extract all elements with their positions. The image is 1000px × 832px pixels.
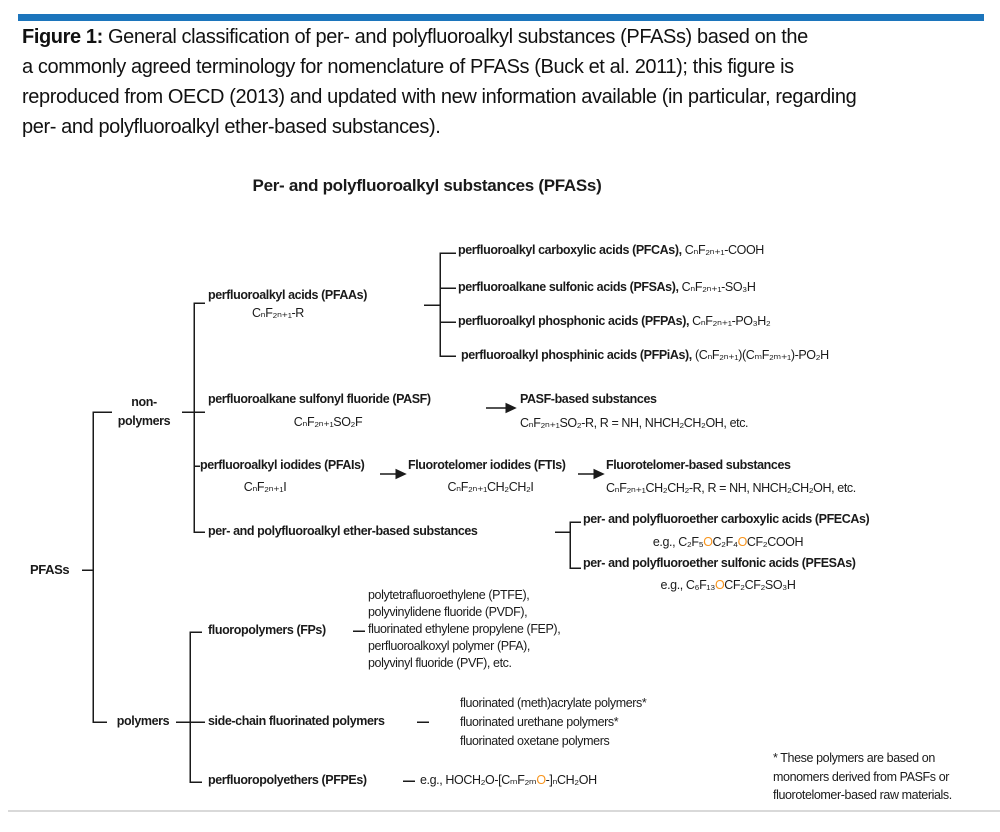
ether-bracket bbox=[570, 522, 581, 568]
node-pfpe-label: perfluoropolyethers (PFPEs) bbox=[208, 773, 367, 787]
node-pasf-based-formula: CₙF₂ₙ₊₁SO₂-R, R = NH, NHCH₂CH₂OH, etc. bbox=[520, 416, 749, 430]
caption-line-3: reproduced from OECD (2013) and updated with new information available (in particular, regarding bbox=[22, 86, 857, 108]
nonpolymers-bracket bbox=[194, 303, 205, 532]
non-polymers-line-2: polymers bbox=[117, 414, 171, 428]
node-pfpe-formula bbox=[420, 773, 597, 788]
pfeca-ether-oxygen-2: O bbox=[737, 535, 747, 549]
pfpe-formula-pre: e.g., HOCH₂O-[CₘF₂ₘ bbox=[420, 773, 537, 787]
footnote-line-2: monomers derived from PASFs or bbox=[773, 769, 950, 784]
fp-list-item: perfluoroalkoxyl polymer (PFA), bbox=[368, 639, 530, 653]
node-fluoropolymers-label: fluoropolymers (FPs) bbox=[208, 623, 326, 637]
polymers-bracket bbox=[190, 632, 202, 782]
node-pasf-formula: CₙF₂ₙ₊₁SO₂F bbox=[293, 415, 363, 429]
caption-line-2: a commonly agreed terminology for nomenclature of PFASs (Buck et al. 2011); this figure is bbox=[22, 56, 794, 78]
footnote-line-3: fluorotelomer-based raw materials. bbox=[773, 788, 952, 802]
fp-list-item: polyvinylidene fluoride (PVDF), bbox=[368, 605, 528, 619]
fp-list-item: polyvinyl fluoride (PVF), etc. bbox=[368, 656, 512, 670]
node-ft-based-formula: CₙF₂ₙ₊₁CH₂CH₂-R, R = NH, NHCH₂CH₂OH, etc. bbox=[606, 481, 856, 495]
node-pfaa-formula: CₙF₂ₙ₊₁-R bbox=[252, 306, 304, 320]
sc-list-item: fluorinated (meth)acrylate polymers* bbox=[460, 696, 647, 710]
pfeca-formula-post: CF₂COOH bbox=[746, 535, 804, 549]
pfsa-formula: CₙF₂ₙ₊₁-SO₃H bbox=[678, 280, 756, 294]
node-pfeca-formula bbox=[583, 535, 873, 550]
caption-line-1-text: General classification of per- and polyfluoroalkyl substances (PFASs) based on the bbox=[102, 26, 808, 48]
root-bracket bbox=[93, 412, 112, 722]
node-side-chain-label: side-chain fluorinated polymers bbox=[208, 714, 385, 728]
footnote-line-1: * These polymers are based on bbox=[773, 751, 935, 765]
non-polymers-line-1: non- bbox=[131, 395, 157, 409]
node-pfai-formula: CₙF₂ₙ₊₁I bbox=[243, 480, 287, 494]
node-ft-based-label: Fluorotelomer-based substances bbox=[606, 458, 791, 472]
sc-list-item: fluorinated oxetane polymers bbox=[460, 734, 610, 748]
sc-list-item: fluorinated urethane polymers* bbox=[460, 715, 619, 729]
node-pasf-label: perfluoroalkane sulfonyl fluoride (PASF) bbox=[208, 392, 431, 406]
node-pfpa bbox=[458, 314, 770, 329]
footnote bbox=[773, 749, 952, 805]
node-pfpia bbox=[461, 348, 829, 363]
pfpa-formula: CₙF₂ₙ₊₁-PO₃H₂ bbox=[689, 314, 771, 328]
branch-non-polymers bbox=[104, 393, 184, 431]
node-fti-label: Fluorotelomer iodides (FTIs) bbox=[408, 458, 566, 472]
fp-list-item: fluorinated ethylene propylene (FEP), bbox=[368, 622, 561, 636]
node-pfesa-formula bbox=[583, 578, 873, 593]
branch-polymers: polymers bbox=[116, 714, 170, 728]
pfpe-formula-post: -]ₙCH₂OH bbox=[545, 773, 597, 787]
pfesa-ether-oxygen: O bbox=[714, 578, 725, 592]
node-pfai-label: perfluoroalkyl iodides (PFAIs) bbox=[200, 458, 365, 472]
pfaa-bracket bbox=[440, 253, 456, 356]
pfpia-label: perfluoroalkyl phosphinic acids (PFPiAs), bbox=[461, 348, 692, 362]
node-pfsa bbox=[458, 280, 755, 295]
pfeca-ether-oxygen-1: O bbox=[703, 535, 713, 549]
node-pfaa-label: perfluoroalkyl acids (PFAAs) bbox=[208, 288, 367, 302]
pfpia-formula: (CₙF₂ₙ₊₁)(CₘF₂ₘ₊₁)-PO₂H bbox=[691, 348, 829, 362]
node-pfeca-label: per- and polyfluoroether carboxylic acids (PFECAs) bbox=[583, 512, 870, 526]
node-fti-formula: CₙF₂ₙ₊₁CH₂CH₂I bbox=[447, 480, 534, 494]
pfca-formula: CₙF₂ₙ₊₁-COOH bbox=[681, 243, 764, 257]
node-pasf-based-label: PASF-based substances bbox=[520, 392, 657, 406]
pfeca-formula-mid: C₂F₄ bbox=[712, 535, 738, 549]
root-node-pfass: PFASs bbox=[30, 562, 70, 577]
caption-line-4: per- and polyfluoroalkyl ether-based substances). bbox=[22, 116, 441, 138]
pfpe-ether-oxygen: O bbox=[536, 773, 546, 787]
pfca-label: perfluoroalkyl carboxylic acids (PFCAs), bbox=[458, 243, 682, 257]
pfpa-label: perfluoroalkyl phosphonic acids (PFPAs), bbox=[458, 314, 690, 328]
node-pfesa-label: per- and polyfluoroether sulfonic acids (PFESAs) bbox=[583, 556, 856, 570]
pfesa-formula-post: CF₂CF₂SO₃H bbox=[724, 578, 796, 592]
side-chain-examples-list bbox=[460, 694, 646, 751]
fluoropolymers-examples-list bbox=[368, 587, 560, 672]
node-pfca bbox=[458, 243, 764, 258]
pfesa-formula-pre: e.g., C₆F₁₃ bbox=[660, 578, 715, 592]
figure-label: Figure 1: bbox=[22, 26, 103, 48]
pfsa-label: perfluoroalkane sulfonic acids (PFSAs), bbox=[458, 280, 679, 294]
fp-list-item: polytetrafluoroethylene (PTFE), bbox=[368, 588, 530, 602]
bottom-divider bbox=[8, 810, 1000, 812]
diagram-title: Per- and polyfluoroalkyl substances (PFASs) bbox=[252, 176, 602, 195]
node-ether-label: per- and polyfluoroalkyl ether-based substances bbox=[208, 524, 478, 538]
pfeca-formula-pre: e.g., C₂F₅ bbox=[652, 535, 704, 549]
